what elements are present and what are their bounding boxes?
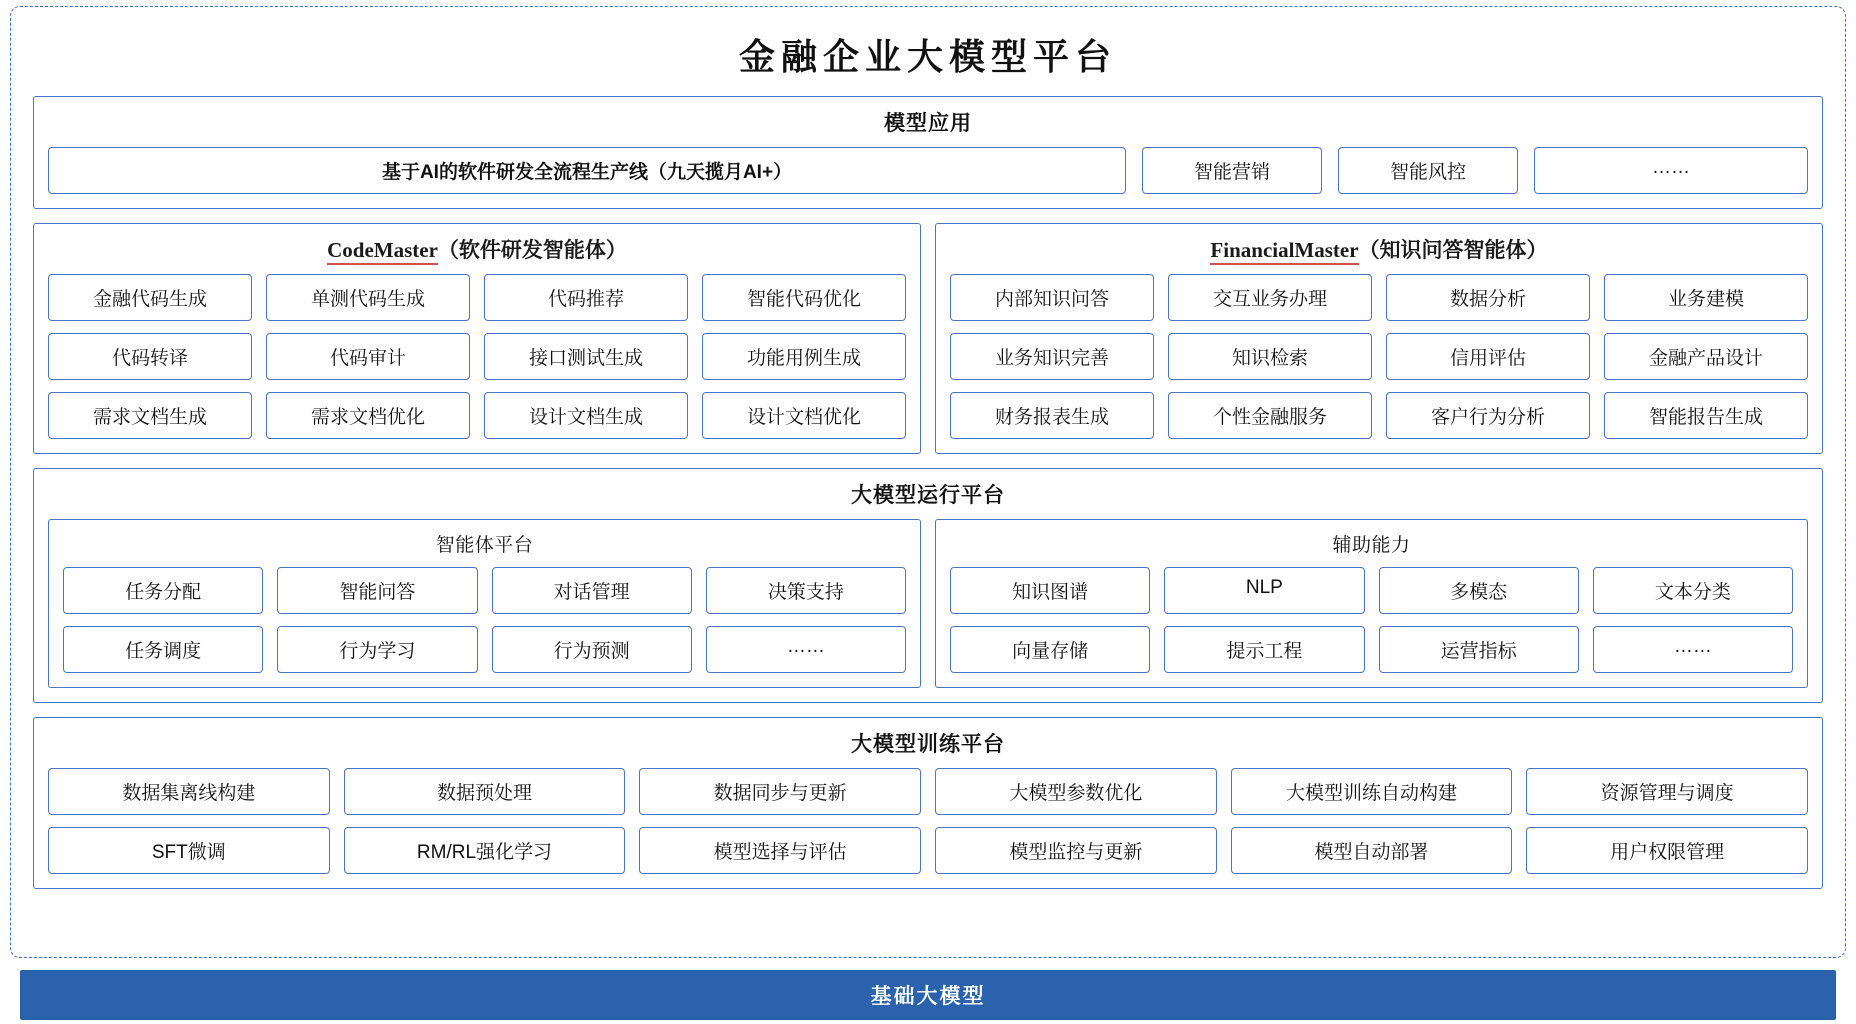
assist-capability-item-more[interactable]: …… (1593, 626, 1793, 673)
financial-master-item[interactable]: 客户行为分析 (1386, 392, 1590, 439)
section-title-runtime-platform: 大模型运行平台 (851, 484, 1005, 507)
financial-master-item[interactable]: 数据分析 (1386, 274, 1590, 321)
training-item[interactable]: 大模型训练自动构建 (1231, 768, 1513, 815)
training-item[interactable]: 模型监控与更新 (935, 827, 1217, 874)
financial-master-item[interactable]: 知识检索 (1168, 333, 1372, 380)
assist-capability-item[interactable]: 向量存储 (950, 626, 1150, 673)
agent-platform-item[interactable]: 行为学习 (277, 626, 477, 673)
section-title-model-applications: 模型应用 (884, 112, 972, 135)
page-title: 金融企业大模型平台 (738, 37, 1117, 78)
code-master-item[interactable]: 设计文档生成 (484, 392, 688, 439)
app-item-smart-risk-control[interactable]: 智能风控 (1338, 147, 1518, 194)
agent-platform-item[interactable]: 智能问答 (277, 567, 477, 614)
section-model-applications (33, 96, 1823, 209)
training-platform-items (48, 768, 1808, 874)
code-master-item[interactable]: 代码审计 (266, 333, 470, 380)
financial-master-items (950, 274, 1808, 439)
subsection-assist-capabilities (935, 519, 1808, 688)
runtime-columns (48, 519, 1808, 688)
code-master-latin-title: CodeMaster (327, 238, 438, 265)
subsection-title-assist-capabilities: 辅助能力 (1332, 535, 1411, 556)
code-master-cn-title: （软件研发智能体） (437, 239, 627, 262)
section-financial-master (935, 223, 1823, 454)
base-model-bar: 基础大模型 (20, 970, 1836, 1020)
training-item[interactable]: 数据集离线构建 (48, 768, 330, 815)
training-item[interactable]: 数据同步与更新 (639, 768, 921, 815)
code-master-item[interactable]: 代码转译 (48, 333, 252, 380)
code-master-item[interactable]: 功能用例生成 (702, 333, 906, 380)
training-item[interactable]: 模型自动部署 (1231, 827, 1513, 874)
section-runtime-platform (33, 468, 1823, 703)
agent-sections (33, 223, 1823, 454)
code-master-item[interactable]: 代码推荐 (484, 274, 688, 321)
code-master-item[interactable]: 智能代码优化 (702, 274, 906, 321)
financial-master-item[interactable]: 金融产品设计 (1604, 333, 1808, 380)
training-item[interactable]: 模型选择与评估 (639, 827, 921, 874)
financial-master-item[interactable]: 内部知识问答 (950, 274, 1154, 321)
assist-capability-items (950, 567, 1793, 673)
financial-master-latin-title: FinancialMaster (1210, 238, 1358, 265)
section-title-training-platform: 大模型训练平台 (851, 733, 1005, 756)
agent-platform-item[interactable]: 任务调度 (63, 626, 263, 673)
app-item-smart-marketing[interactable]: 智能营销 (1142, 147, 1322, 194)
assist-capability-item[interactable]: 知识图谱 (950, 567, 1150, 614)
training-item[interactable]: SFT微调 (48, 827, 330, 874)
section-code-master (33, 223, 921, 454)
financial-master-item[interactable]: 业务知识完善 (950, 333, 1154, 380)
agent-platform-item-more[interactable]: …… (706, 626, 906, 673)
code-master-items (48, 274, 906, 439)
assist-capability-item[interactable]: 多模态 (1379, 567, 1579, 614)
financial-master-item[interactable]: 业务建模 (1604, 274, 1808, 321)
financial-master-cn-title: （知识问答智能体） (1358, 239, 1548, 262)
section-title-code-master (48, 234, 906, 264)
agent-platform-item[interactable]: 对话管理 (492, 567, 692, 614)
assist-capability-item[interactable]: NLP (1164, 567, 1364, 614)
training-item[interactable]: RM/RL强化学习 (344, 827, 626, 874)
subsection-title-agent-platform: 智能体平台 (435, 535, 534, 556)
financial-master-item[interactable]: 智能报告生成 (1604, 392, 1808, 439)
financial-master-item[interactable]: 个性金融服务 (1168, 392, 1372, 439)
app-item-ai-pipeline[interactable]: 基于AI的软件研发全流程生产线（九天揽月AI+） (48, 147, 1126, 194)
section-title-financial-master (950, 234, 1808, 264)
app-item-more[interactable]: …… (1534, 147, 1808, 194)
training-item[interactable]: 用户权限管理 (1526, 827, 1808, 874)
section-training-platform (33, 717, 1823, 889)
agent-platform-items (63, 567, 906, 673)
agent-platform-item[interactable]: 任务分配 (63, 567, 263, 614)
financial-master-item[interactable]: 信用评估 (1386, 333, 1590, 380)
code-master-item[interactable]: 接口测试生成 (484, 333, 688, 380)
agent-platform-item[interactable]: 决策支持 (706, 567, 906, 614)
code-master-item[interactable]: 需求文档生成 (48, 392, 252, 439)
financial-master-item[interactable]: 财务报表生成 (950, 392, 1154, 439)
subsection-agent-platform (48, 519, 921, 688)
assist-capability-item[interactable]: 文本分类 (1593, 567, 1793, 614)
agent-platform-item[interactable]: 行为预测 (492, 626, 692, 673)
code-master-item[interactable]: 单测代码生成 (266, 274, 470, 321)
model-application-items (48, 147, 1808, 194)
code-master-item[interactable]: 金融代码生成 (48, 274, 252, 321)
financial-master-item[interactable]: 交互业务办理 (1168, 274, 1372, 321)
assist-capability-item[interactable]: 提示工程 (1164, 626, 1364, 673)
code-master-item[interactable]: 设计文档优化 (702, 392, 906, 439)
code-master-item[interactable]: 需求文档优化 (266, 392, 470, 439)
training-item[interactable]: 资源管理与调度 (1526, 768, 1808, 815)
platform-container (10, 6, 1846, 958)
training-item[interactable]: 数据预处理 (344, 768, 626, 815)
assist-capability-item[interactable]: 运营指标 (1379, 626, 1579, 673)
training-item[interactable]: 大模型参数优化 (935, 768, 1217, 815)
